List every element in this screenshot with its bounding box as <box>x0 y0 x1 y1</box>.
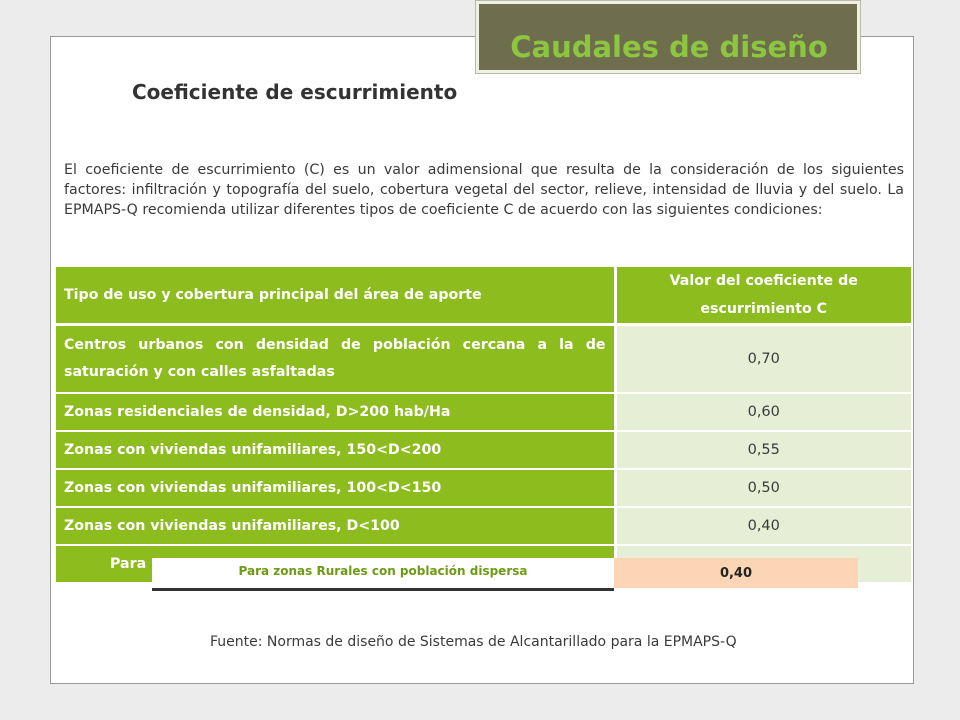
table-row <box>56 431 911 469</box>
table-cell-value: 0,60 <box>615 393 911 431</box>
table-row <box>56 393 911 431</box>
table-cell-value: 0,40 <box>615 507 911 545</box>
table-cell-value: 0,50 <box>615 469 911 507</box>
slide-subtitle: Coeficiente de escurrimiento <box>132 80 458 104</box>
table-cell-type: Zonas con viviendas unifamiliares, 100<D<150 <box>56 469 615 507</box>
coefficient-table <box>56 267 911 584</box>
table-row <box>56 325 911 393</box>
table-cell-value: 0,55 <box>615 431 911 469</box>
table-header-type: Tipo de uso y cobertura principal del área de aporte <box>56 267 615 325</box>
intro-paragraph: El coeficiente de escurrimiento (C) es un valor adimensional que resulta de la consideración de los siguientes factores: infiltración y topografía del suelo, cobertura vegetal del sector, relieve, intensidad de lluvia y del suelo. La EPMAPS-Q recomienda utilizar diferentes tipos de coeficiente C de acuerdo con las siguientes condiciones: <box>64 162 904 218</box>
source-note: Fuente: Normas de diseño de Sistemas de Alcantarillado para la EPMAPS-Q <box>210 634 737 650</box>
table-cell-type: Zonas con viviendas unifamiliares, D<100 <box>56 507 615 545</box>
table-header-value: Valor del coeficiente de escurrimiento C <box>615 267 911 325</box>
table-cell-value: 0,70 <box>615 325 911 393</box>
table-row <box>56 507 911 545</box>
table-cell-type: Centros urbanos con densidad de población cercana a la de saturación y con calles asfaltadas <box>56 325 615 393</box>
table-header-row <box>56 267 911 325</box>
slide-title: Caudales de diseño <box>510 30 828 64</box>
overlay-rural-value: 0,40 <box>614 558 858 591</box>
table-row <box>56 469 911 507</box>
overlay-rural-label: Para zonas Rurales con población dispersa <box>152 558 614 591</box>
table-cell-type: Zonas con viviendas unifamiliares, 150<D<200 <box>56 431 615 469</box>
table-cell-type: Zonas residenciales de densidad, D>200 hab/Ha <box>56 393 615 431</box>
table-cell-type: Para <box>56 545 615 583</box>
